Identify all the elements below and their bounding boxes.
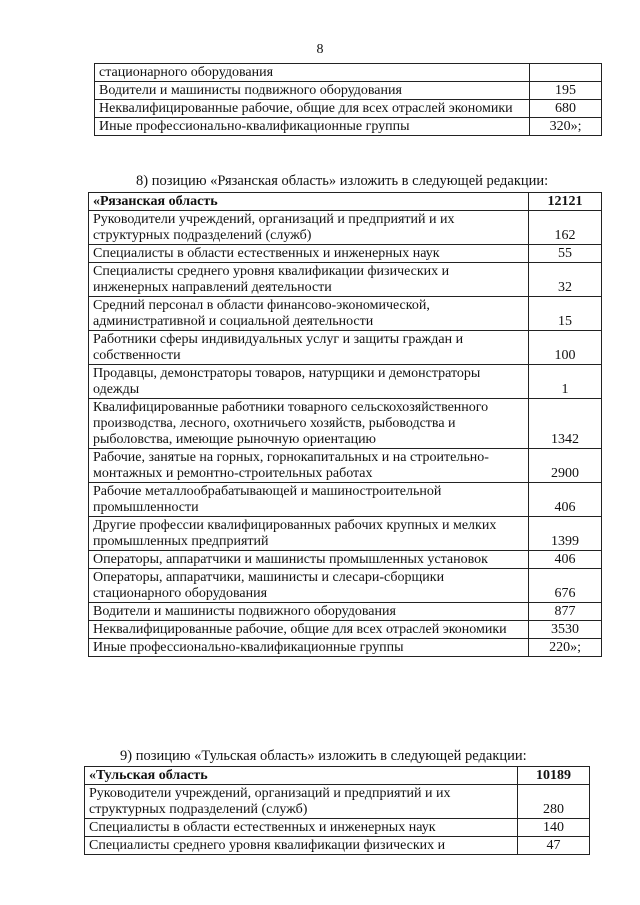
table-row xyxy=(89,331,602,365)
table-row xyxy=(95,118,602,136)
table-row xyxy=(95,100,602,118)
row-label: Средний персонал в области финансово-экономической, административной и социальной деятельности xyxy=(89,297,529,331)
row-label: Водители и машинисты подвижного оборудования xyxy=(95,82,530,100)
table-row xyxy=(89,551,602,569)
region-name: «Тульская область xyxy=(85,767,518,785)
section-8-instruction: 8) позицию «Рязанская область» изложить в следующей редакции: xyxy=(136,173,549,189)
row-label: Продавцы, демонстраторы товаров, натурщики и демонстраторы одежды xyxy=(89,365,529,399)
row-value: 676 xyxy=(529,569,602,603)
table-row xyxy=(89,297,602,331)
section-9-instruction: 9) позицию «Тульская область» изложить в следующей редакции: xyxy=(120,748,527,764)
table-row xyxy=(89,399,602,449)
row-value: 680 xyxy=(530,100,602,118)
row-value: 100 xyxy=(529,331,602,365)
row-label: Руководители учреждений, организаций и предприятий и их структурных подразделений (служб) xyxy=(85,785,518,819)
table-row xyxy=(85,837,590,855)
row-value: 140 xyxy=(518,819,590,837)
table-row xyxy=(95,82,602,100)
row-value: 55 xyxy=(529,245,602,263)
table-top xyxy=(94,63,602,136)
table-header-row xyxy=(89,193,602,211)
row-value: 877 xyxy=(529,603,602,621)
region-total: 10189 xyxy=(518,767,590,785)
table-row xyxy=(89,621,602,639)
table-row xyxy=(89,365,602,399)
table-row xyxy=(85,819,590,837)
row-value: 1342 xyxy=(529,399,602,449)
table-row xyxy=(89,449,602,483)
row-label: Неквалифицированные рабочие, общие для всех отраслей экономики xyxy=(95,100,530,118)
table-row xyxy=(89,483,602,517)
table-row xyxy=(89,603,602,621)
table-ryazan xyxy=(88,192,602,657)
page-number: 8 xyxy=(316,42,324,57)
row-label: Другие профессии квалифицированных рабочих крупных и мелких промышленных предприятий xyxy=(89,517,529,551)
row-label: Неквалифицированные рабочие, общие для всех отраслей экономики xyxy=(89,621,529,639)
row-value: 406 xyxy=(529,483,602,517)
region-total: 12121 xyxy=(529,193,602,211)
row-label: Операторы, аппаратчики и машинисты промышленных установок xyxy=(89,551,529,569)
row-value: 15 xyxy=(529,297,602,331)
row-value: 47 xyxy=(518,837,590,855)
row-value: 2900 xyxy=(529,449,602,483)
row-value: 220»; xyxy=(529,639,602,657)
table-row xyxy=(89,263,602,297)
row-label: Специалисты среднего уровня квалификации физических и xyxy=(85,837,518,855)
row-value: 1 xyxy=(529,365,602,399)
table-row xyxy=(95,64,602,82)
table-tula xyxy=(84,766,590,855)
row-value xyxy=(530,64,602,82)
row-label: Операторы, аппаратчики, машинисты и слесари-сборщики стационарного оборудования xyxy=(89,569,529,603)
row-label: Иные профессионально-квалификационные группы xyxy=(89,639,529,657)
table-header-row xyxy=(85,767,590,785)
row-label: Специалисты среднего уровня квалификации физических и инженерных направлений деятельности xyxy=(89,263,529,297)
row-value: 406 xyxy=(529,551,602,569)
row-label: Водители и машинисты подвижного оборудования xyxy=(89,603,529,621)
table-row xyxy=(89,517,602,551)
table-row xyxy=(89,639,602,657)
row-label: Квалифицированные работники товарного сельскохозяйственного производства, лесного, охотничьего хозяйств, рыбоводства и рыболовства, имеющие рыночную ориентацию xyxy=(89,399,529,449)
row-value: 1399 xyxy=(529,517,602,551)
row-value: 162 xyxy=(529,211,602,245)
table-row xyxy=(85,785,590,819)
row-value: 320»; xyxy=(530,118,602,136)
row-label: Рабочие металлообрабатывающей и машиностроительной промышленности xyxy=(89,483,529,517)
row-label: Рабочие, занятые на горных, горнокапитальных и на строительно-монтажных и ремонтно-строительных работах xyxy=(89,449,529,483)
row-label: Специалисты в области естественных и инженерных наук xyxy=(85,819,518,837)
row-label: Иные профессионально-квалификационные группы xyxy=(95,118,530,136)
row-value: 195 xyxy=(530,82,602,100)
row-value: 280 xyxy=(518,785,590,819)
table-row xyxy=(89,245,602,263)
region-name: «Рязанская область xyxy=(89,193,529,211)
row-label: стационарного оборудования xyxy=(95,64,530,82)
row-label: Специалисты в области естественных и инженерных наук xyxy=(89,245,529,263)
row-label: Работники сферы индивидуальных услуг и защиты граждан и собственности xyxy=(89,331,529,365)
row-value: 3530 xyxy=(529,621,602,639)
table-row xyxy=(89,569,602,603)
table-row xyxy=(89,211,602,245)
row-label: Руководители учреждений, организаций и предприятий и их структурных подразделений (служб) xyxy=(89,211,529,245)
row-value: 32 xyxy=(529,263,602,297)
